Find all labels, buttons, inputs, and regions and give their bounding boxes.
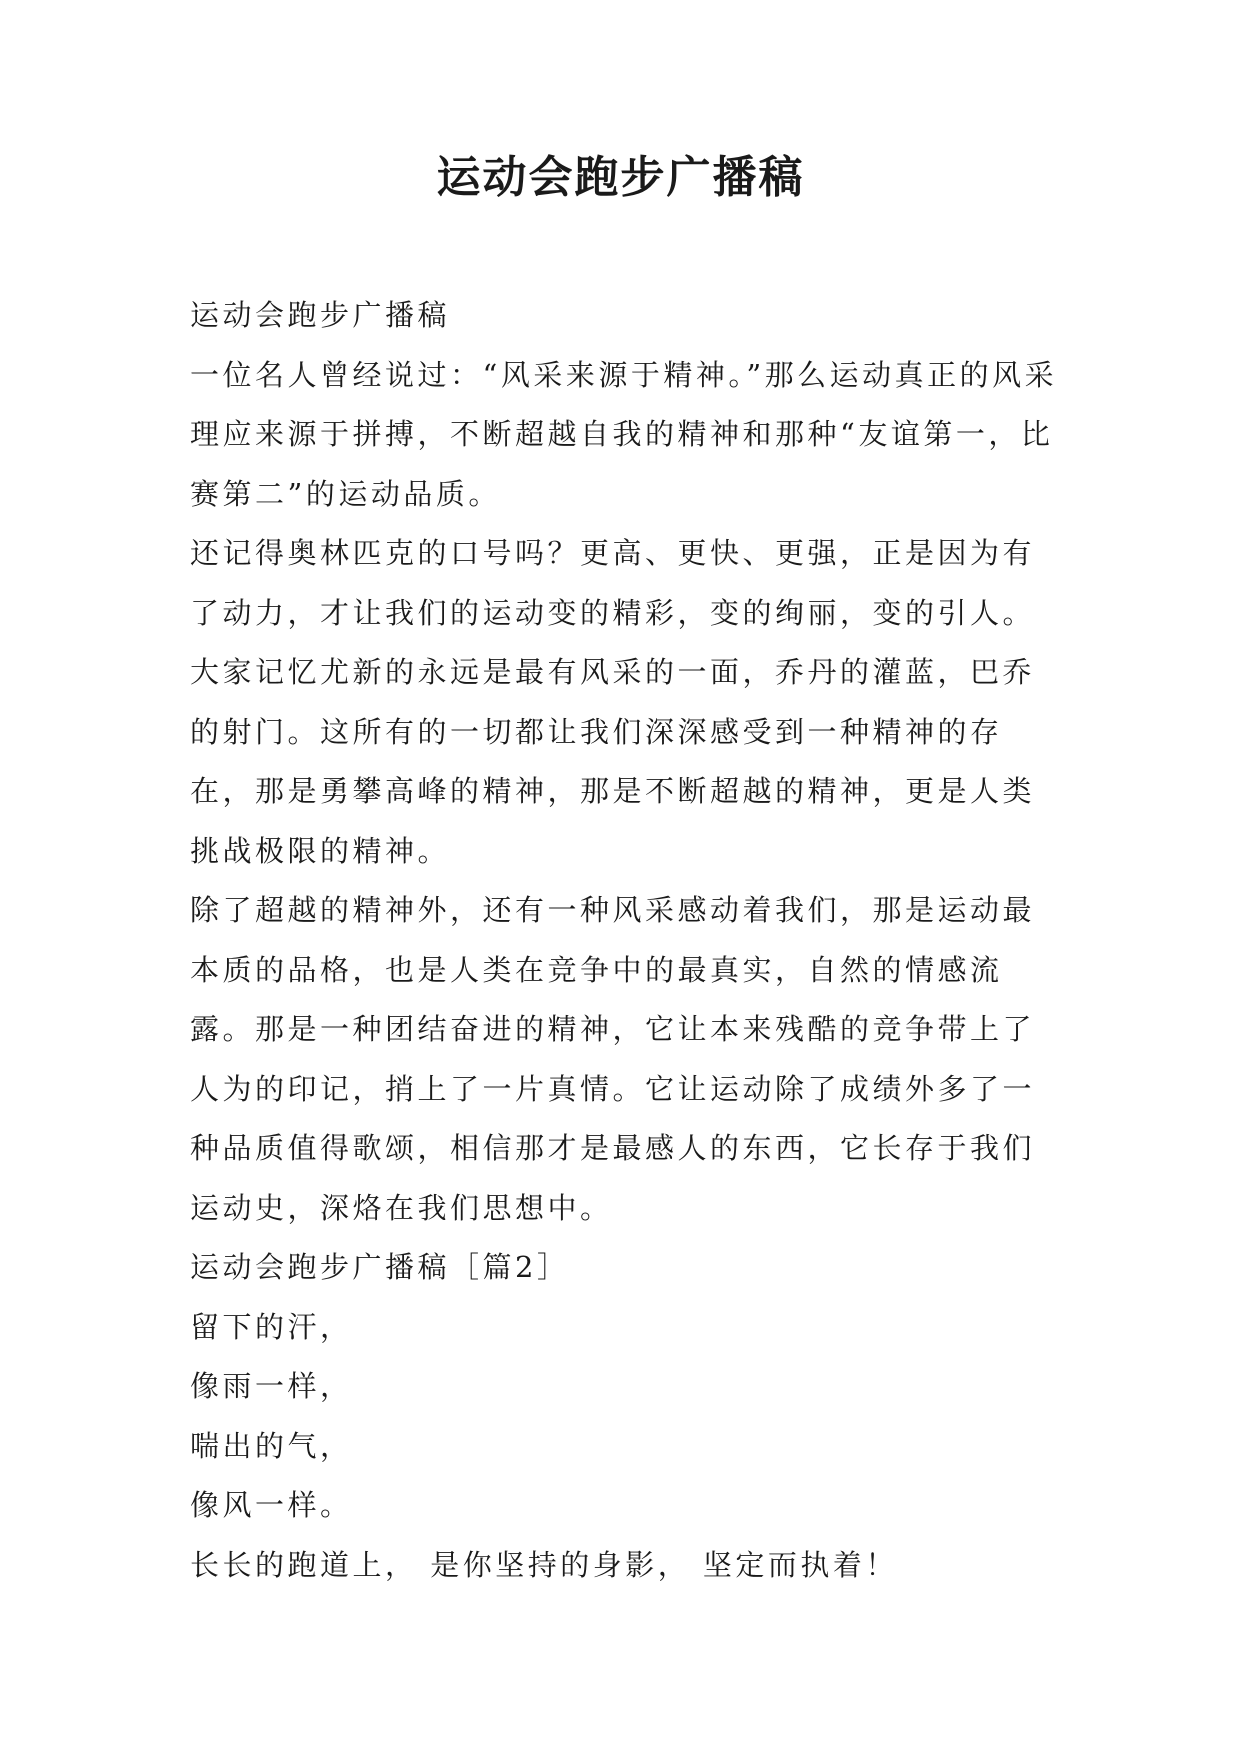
poem-line: 留下的汗， bbox=[190, 1309, 353, 1344]
poem-line: 像风一样。 bbox=[190, 1488, 353, 1522]
document-title: 运动会跑步广播稿 bbox=[436, 152, 805, 203]
paragraph: 除了超越的精神外，还有一种风采感动着我们，那是运动最本质的品格，也是人类在竞争中的最真实，自然的情感流露。那是一种团结奋进的精神，它让本来残酷的竞争带上了人为的印记，捎上了一片真情。它让运动除了成绩外多了一种品质值得歌颂，相信那才是最感人的东西，它长存于我们运动史，深烙在我们思想中。 bbox=[190, 893, 1036, 1225]
paragraph: 还记得奥林匹克的口号吗？更高、更快、更强，正是因为有了动力，才让我们的运动变的精彩，变的绚丽，变的引人。大家记忆尤新的永远是最有风采的一面，乔丹的灌蓝，巴乔的射门。这所有的一切都让我们深深感受到一种精神的存在，那是勇攀高峰的精神，那是不断超越的精神，更是人类挑战极限的精神。 bbox=[190, 536, 1036, 868]
poem-line: 像雨一样， bbox=[190, 1369, 353, 1403]
document-body bbox=[190, 286, 1065, 1595]
poem-line: 喘出的气， bbox=[190, 1428, 353, 1463]
section-heading: 运动会跑步广播稿［篇2］ bbox=[190, 1250, 570, 1284]
paragraph: 一位名人曾经说过：“风采来源于精神。”那么运动真正的风采理应来源于拼搏，不断超越自我的精神和那种“友谊第一，比赛第二”的运动品质。 bbox=[190, 357, 1058, 511]
poem-line: 长长的跑道上， 是你坚持的身影， 坚定而执着！ bbox=[190, 1547, 898, 1582]
paragraph-heading: 运动会跑步广播稿 bbox=[190, 298, 451, 332]
